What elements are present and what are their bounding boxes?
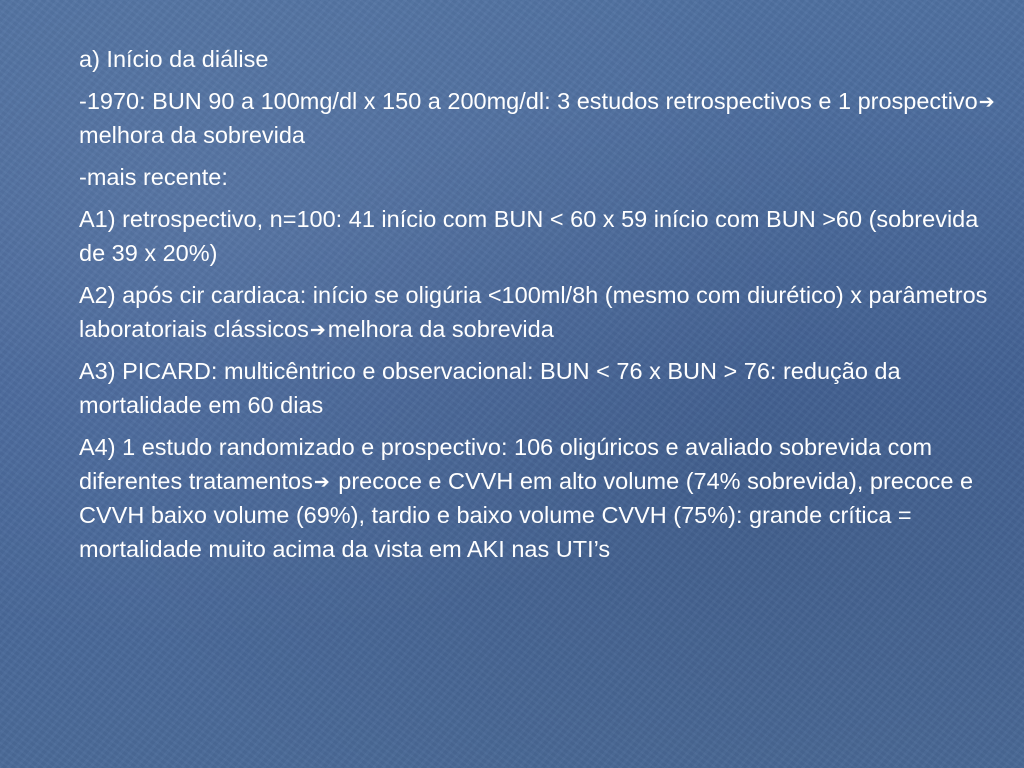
paragraph-a2-text: A2) após cir cardiaca: início se oligúria <100ml/8h (mesmo com diurético) x parâmetros laboratoriais clássicos <box>79 282 988 342</box>
slide-body <box>79 42 999 574</box>
paragraph-a3: A3) PICARD: multicêntrico e observacional: BUN < 76 x BUN > 76: redução da mortalidade em 60 dias <box>79 358 901 418</box>
paragraph-a1: A1) retrospectivo, n=100: 41 início com BUN < 60 x 59 início com BUN >60 (sobrevida de 39 x 20%) <box>79 206 979 266</box>
paragraph-a4-text: A4) 1 estudo randomizado e prospectivo: 106 oligúricos e avaliado sobrevida com diferentes tratamentos <box>79 434 933 494</box>
paragraph-1970 <box>79 84 999 152</box>
paragraph-a4 <box>79 430 999 566</box>
right-arrow-icon: ➔ <box>309 319 326 341</box>
paragraph-a2 <box>79 278 999 346</box>
paragraph-1970-text: -1970: BUN 90 a 100mg/dl x 150 a 200mg/dl: 3 estudos retrospectivos e 1 prospectivo <box>79 88 978 114</box>
right-arrow-icon: ➔ <box>313 471 330 493</box>
paragraph-mais-recente: -mais recente: <box>79 164 228 190</box>
paragraph-a2-result: melhora da sobrevida <box>327 316 554 342</box>
right-arrow-icon: ➔ <box>978 91 995 113</box>
heading-inicio-dialise: a) Início da diálise <box>79 46 269 72</box>
paragraph-1970-result: melhora da sobrevida <box>79 122 305 148</box>
paragraph-a4-result: precoce e CVVH em alto volume (74% sobrevida), precoce e CVVH baixo volume (69%), tardio e baixo volume CVVH (75%): grande crítica = mortalidade muito acima da vista em AKI nas UTI’s <box>79 468 974 562</box>
